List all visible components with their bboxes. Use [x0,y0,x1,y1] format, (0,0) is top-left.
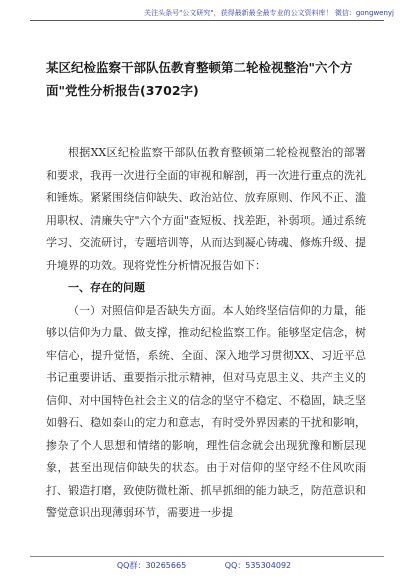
document-body [46,142,366,525]
footer-contacts [0,560,408,571]
header-notice: 关注头条号"公文研究"，获得最新最全最专业的公文资料库！ 微信：gongwenyj [144,9,394,17]
section-heading: 一、存在的问题 [68,281,145,294]
footer-divider [30,556,384,557]
document-title: 某区纪检监察干部队伍教育整顿第二轮检视整治"六个方面"党性分析报告(3702字) [46,60,353,98]
footer-qq: QQ：535304092 [224,561,292,570]
header-divider [30,20,384,21]
footer-qq-group: QQ群：30265665 [116,561,187,570]
point-paragraph: （一）对照信仰是否缺失方面。本人始终坚信信仰的力量，能够以信仰为力量、做支撑，推动纪检监察工作。能够坚定信念，树牢信心，提升觉悟，系统、全面、深入地学习贯彻XX、习近平总书记重要讲话、重要指示批示精神，但对马克思主义、共产主义的信仰、对中国特色社会主义的信念的坚守不稳定、不稳固，缺乏坚如磐石、稳如泰山的定力和意志，有时受外界因素的干扰和影响，掺杂了个人思想和情绪的影响，理性信念就会出现犹豫和断层现象，甚至出现信仰缺失的状态。由于对信仰的坚守经不住风吹雨打、锻造打磨，致使防微杜渐、抓早抓细的能力缺乏，防范意识和警觉意识出现薄弱环节，需要进一步提 [46,303,366,519]
intro-paragraph: 根据XX区纪检监察干部队伍教育整顿第二轮检视整治的部署和要求，我再一次进行全面的审视和解剖，再一次进行重点的洗礼和锤炼。紧紧围绕信仰缺失、政治站位、放弃原则、作风不正、滥用职权、清廉失守"六个方面"查短板、找差距，补弱项。通过系统学习、交流研讨，专题培训等，从而达到凝心铸魂、修炼升级、提升境界的功效。现将党性分析情况报告如下： [46,146,366,272]
